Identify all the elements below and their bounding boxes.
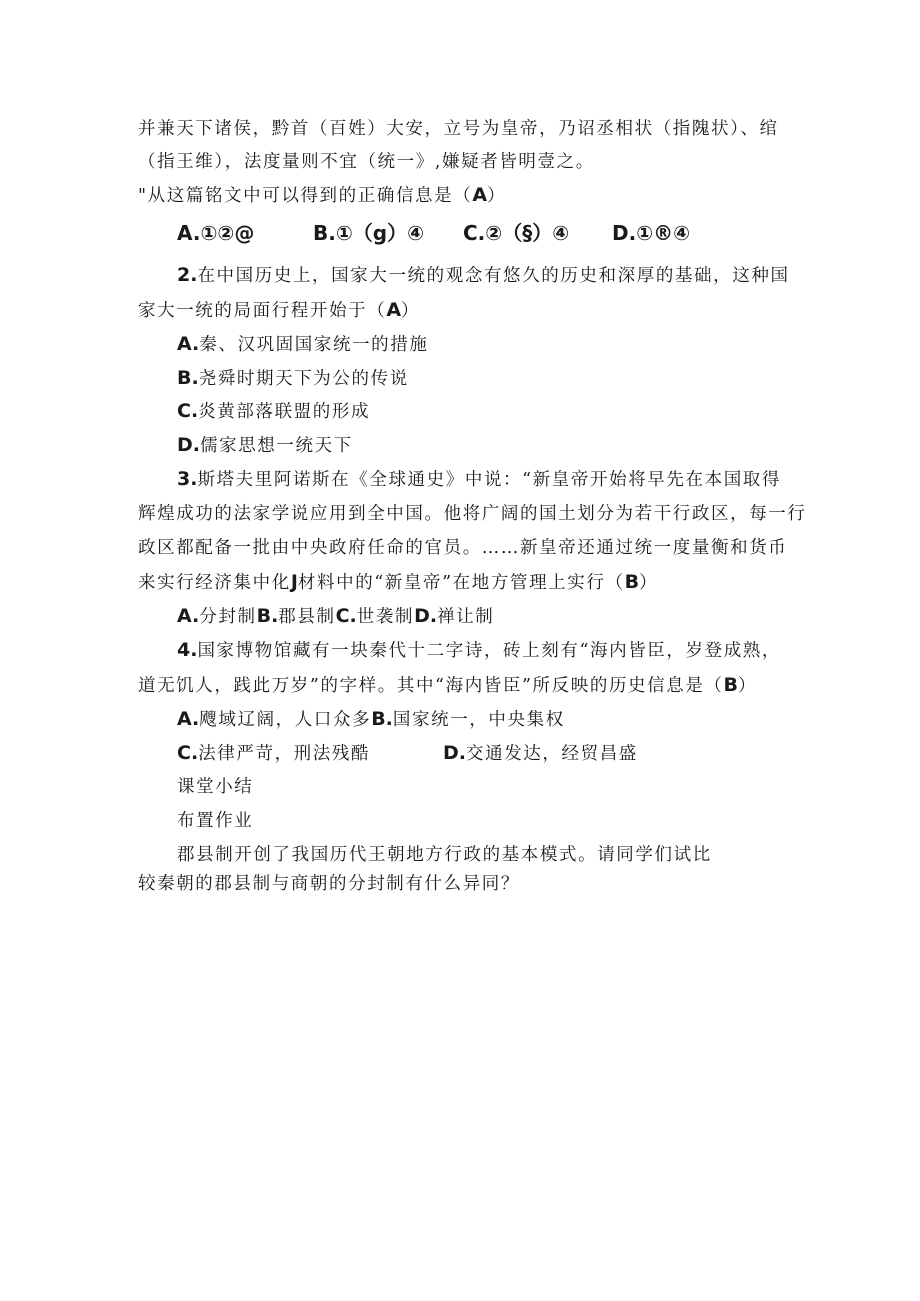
q4-stem-line1 (177, 638, 781, 663)
q3-stem-text: 斯塔夫里阿诺斯在《全球通史》中说：“新皇帝开始将早先在本国取得 (197, 470, 781, 490)
q1-option-b: B.①（g）④ (313, 221, 425, 245)
q1-question (138, 183, 506, 208)
q1-option-c: C.②（§）④ (463, 221, 570, 245)
q2-option-b (177, 366, 409, 391)
q3-option-a-letter: A. (177, 605, 200, 627)
q3-option-c-letter: C. (335, 605, 357, 627)
q4-option-c-letter: C. (177, 742, 199, 764)
q4-stem-line2 (138, 673, 757, 698)
q1-answer: A (472, 184, 488, 206)
q2-answer: A (386, 299, 402, 321)
q2-stem-text2: 家大一统的局面行程开始于（ (138, 301, 387, 321)
q4-option-c (177, 741, 370, 766)
q4-option-b-letter: B. (371, 708, 393, 730)
q3-option-b-text: 郡县制 (278, 607, 336, 627)
q2-stem-line1 (177, 263, 790, 288)
q3-option-c-text: 世袭制 (356, 607, 415, 627)
q4-option-d (443, 741, 638, 766)
q4-option-a-text: 飕域辽阔，人口众多 (199, 710, 372, 730)
q4-stem-text2: 道无饥人，践此万岁”的字样。其中“海内皆臣”所反映的历史信息是（ (138, 676, 724, 696)
q3-answer: B (624, 571, 640, 593)
q2-option-a-text: 秦、汉巩固国家统一的措施 (199, 335, 429, 355)
q1-option-a: A.①②@ (177, 221, 255, 245)
q3-stem-line4-a: 来实行经济集中化 (138, 573, 291, 593)
q4-option-d-letter: D. (443, 742, 466, 764)
q1-option-d: D.①®④ (612, 221, 691, 245)
q1-question-text: "从这篇铭文中可以得到的正确信息是（ (138, 186, 473, 206)
q3-stem-mark: J (290, 571, 298, 593)
q3-stem-line3: 政区都配备一批由中央政府任命的官员。……新皇帝还通过统一度量衡和货币 (138, 538, 788, 558)
q3-stem-line1 (177, 467, 781, 492)
homework-heading: 布置作业 (177, 811, 254, 831)
q2-option-d-letter: D. (177, 434, 200, 456)
q2-option-c-text: 炎黄部落联盟的形成 (198, 402, 371, 422)
q4-options-row1 (177, 707, 565, 732)
q4-stem-text: 国家博物馆藏有一块秦代十二字诗，砖上刻有“海内皆臣，岁登成熟， (197, 641, 781, 661)
q1-stem-line2: （指王维），法度量则不宜（统一》,嫌疑者皆明壹之。 (138, 152, 595, 172)
q2-option-b-text: 尧舜时期天下为公的传说 (198, 369, 409, 389)
q1-question-close: ） (487, 186, 507, 206)
q3-stem-line4 (138, 570, 658, 595)
q3-option-d-letter: D. (414, 605, 438, 627)
q2-number: 2. (177, 264, 198, 286)
summary-heading: 课堂小结 (177, 777, 254, 797)
q2-option-c (177, 399, 370, 424)
q4-option-a-letter: A. (177, 708, 200, 730)
q2-stem-close: ） (401, 301, 421, 321)
q2-option-b-letter: B. (177, 367, 199, 389)
q3-options (177, 604, 494, 629)
q4-option-c-text: 法律严苛，刑法残酷 (198, 744, 371, 764)
q4-number: 4. (177, 639, 198, 661)
q2-option-d-text: 儒家思想一统天下 (200, 436, 353, 456)
q1-stem-line1: 并兼天下诸侯，黔首（百姓）大安，立号为皇帝，乃诏丞相状（指隗状）、绾 (138, 119, 779, 139)
homework-text-line1: 郡县制开创了我国历代王朝地方行政的基本模式。请同学们试比 (177, 845, 712, 865)
q2-option-a-letter: A. (177, 333, 200, 355)
q3-stem-close: ） (639, 573, 659, 593)
q4-answer: B (723, 674, 739, 696)
q2-stem-text: 在中国历史上，国家大一统的观念有悠久的历史和深厚的基础，这种国 (197, 266, 790, 286)
q3-option-a-text: 分封制 (199, 607, 257, 627)
q3-stem-line4-b: 材料中的“新皇帝”在地方管理上实行（ (297, 573, 625, 593)
q4-option-b-text: 国家统一，中央集权 (392, 710, 565, 730)
q3-number: 3. (177, 468, 198, 490)
q2-option-a (177, 332, 428, 357)
q3-option-b-letter: B. (256, 605, 279, 627)
q2-option-d (177, 433, 353, 458)
q4-stem-close: ） (738, 676, 758, 696)
q3-option-d-text: 禅让制 (437, 607, 495, 627)
q2-stem-line2 (138, 298, 420, 323)
q3-stem-line2: 辉煌成功的法家学说应用到全中国。他将广阔的国土划分为若干行政区，每一行 (138, 504, 807, 524)
q4-option-d-text: 交通发达，经贸昌盛 (466, 744, 638, 764)
q2-option-c-letter: C. (177, 400, 199, 422)
homework-text-line2: 较秦朝的郡县制与商朝的分封制有什么异同？ (138, 874, 520, 894)
